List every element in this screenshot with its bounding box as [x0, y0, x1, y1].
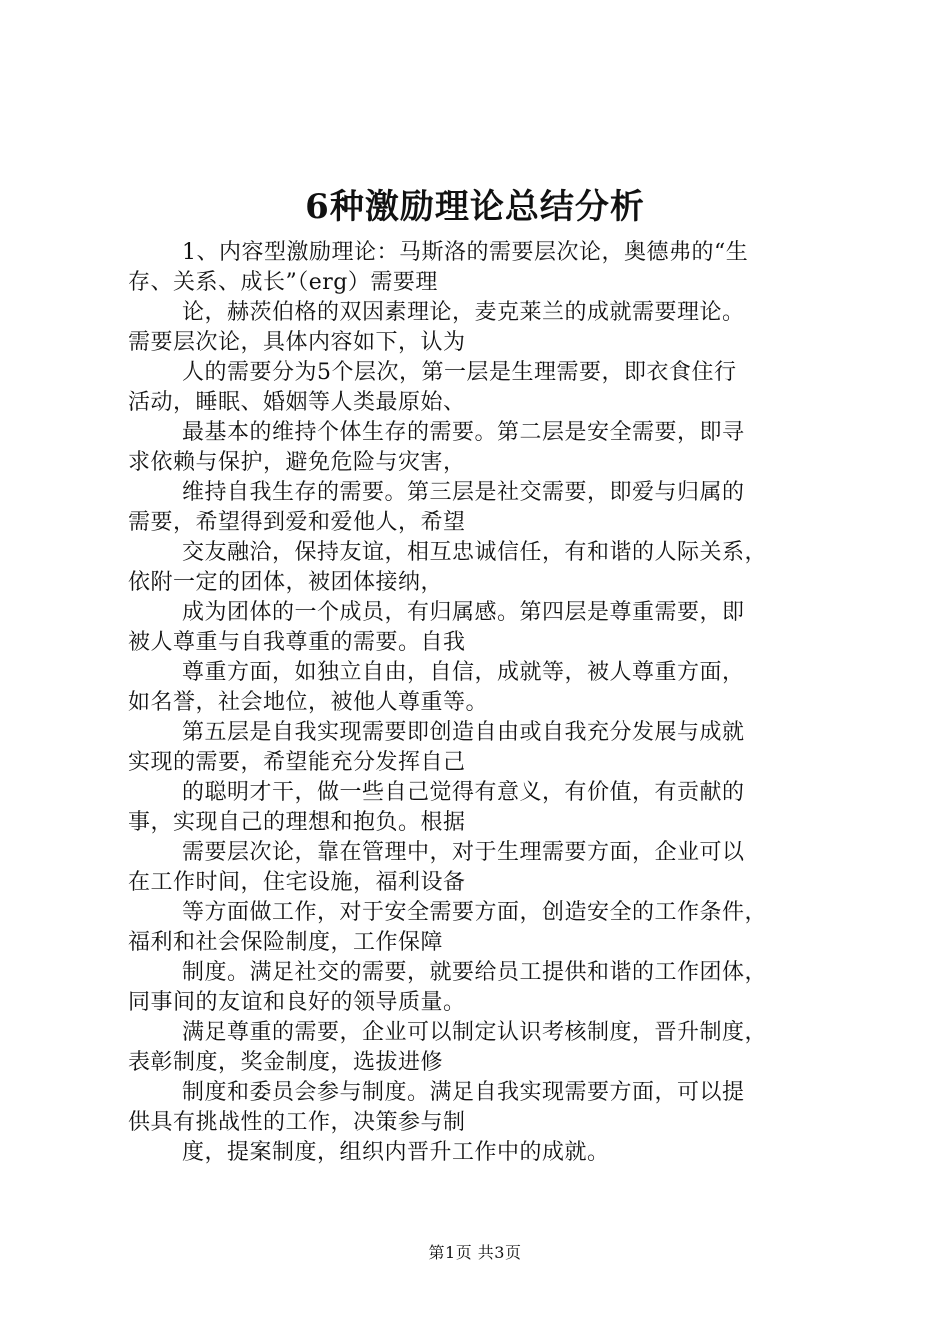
- paragraph-line: 尊重方面，如独立自由，自信，成就等，被人尊重方面，: [182, 660, 745, 685]
- paragraph-line: 制度。满足社交的需要，就要给员工提供和谐的工作团体，: [182, 960, 768, 985]
- paragraph-line: 存、关系、成长”（erg）需要理: [128, 270, 438, 295]
- paragraph-line: 在工作时间，住宅设施，福利设备: [128, 870, 466, 895]
- page-number-footer: 第1页 共3页: [428, 1243, 522, 1262]
- paragraph-line: 第五层是自我实现需要即创造自由或自我充分发展与成就: [182, 720, 745, 745]
- paragraph-line: 交友融洽，保持友谊，相互忠诚信任，有和谐的人际关系，: [182, 540, 768, 565]
- document-body: [128, 238, 833, 1168]
- paragraph-line: 依附一定的团体，被团体接纳，: [128, 570, 444, 595]
- paragraph: [128, 238, 833, 298]
- paragraph: [128, 478, 833, 538]
- paragraph: [128, 1018, 833, 1078]
- paragraph-line: 如名誉，社会地位，被他人尊重等。: [128, 690, 489, 715]
- paragraph-line: 1、内容型激励理论：马斯洛的需要层次论，奥德弗的“生: [182, 240, 749, 265]
- paragraph-line: 被人尊重与自我尊重的需要。自我: [128, 630, 466, 655]
- paragraph-line: 的聪明才干，做一些自己觉得有意义，有价值，有贡献的: [182, 780, 745, 805]
- paragraph-line: 成为团体的一个成员，有归属感。第四层是尊重需要，即: [182, 600, 745, 625]
- paragraph-line: 度，提案制度，组织内晋升工作中的成就。: [182, 1140, 610, 1165]
- paragraph-line: 供具有挑战性的工作，决策参与制: [128, 1110, 466, 1135]
- paragraph: [128, 358, 833, 418]
- paragraph-line: 事，实现自己的理想和抱负。根据: [128, 810, 466, 835]
- paragraph-line: 论，赫茨伯格的双因素理论，麦克莱兰的成就需要理论。: [182, 300, 745, 325]
- paragraph-line: 人的需要分为5个层次，第一层是生理需要，即衣食住行: [182, 360, 737, 385]
- paragraph-line: 需要层次论，具体内容如下，认为: [128, 330, 466, 355]
- paragraph: [128, 598, 833, 658]
- paragraph-line: 满足尊重的需要，企业可以制定认识考核制度，晋升制度，: [182, 1020, 768, 1045]
- paragraph-line: 等方面做工作，对于安全需要方面，创造安全的工作条件，: [182, 900, 768, 925]
- paragraph-line: 活动，睡眠、婚姻等人类最原始、: [128, 390, 466, 415]
- paragraph: [128, 418, 833, 478]
- paragraph: [128, 298, 833, 358]
- paragraph: [128, 958, 833, 1018]
- paragraph-line: 维持自我生存的需要。第三层是社交需要，即爱与归属的: [182, 480, 745, 505]
- paragraph: [128, 658, 833, 718]
- paragraph: [128, 1078, 833, 1138]
- paragraph: [128, 778, 833, 838]
- paragraph-line: 求依赖与保护，避免危险与灾害，: [128, 450, 466, 475]
- paragraph-line: 需要层次论，靠在管理中，对于生理需要方面，企业可以: [182, 840, 745, 865]
- paragraph-line: 需要，希望得到爱和爱他人，希望: [128, 510, 466, 535]
- paragraph-line: 同事间的友谊和良好的领导质量。: [128, 990, 466, 1015]
- paragraph: [128, 898, 833, 958]
- paragraph: [128, 1138, 833, 1168]
- paragraph-line: 福利和社会保险制度，工作保障: [128, 930, 444, 955]
- paragraph-line: 实现的需要，希望能充分发挥自己: [128, 750, 466, 775]
- paragraph-line: 表彰制度，奖金制度，选拔进修: [128, 1050, 444, 1075]
- paragraph: [128, 538, 833, 598]
- paragraph-line: 最基本的维持个体生存的需要。第二层是安全需要，即寻: [182, 420, 745, 445]
- paragraph: [128, 838, 833, 898]
- paragraph-line: 制度和委员会参与制度。满足自我实现需要方面，可以提: [182, 1080, 745, 1105]
- paragraph: [128, 718, 833, 778]
- document-title: 6种激励理论总结分析: [305, 187, 645, 227]
